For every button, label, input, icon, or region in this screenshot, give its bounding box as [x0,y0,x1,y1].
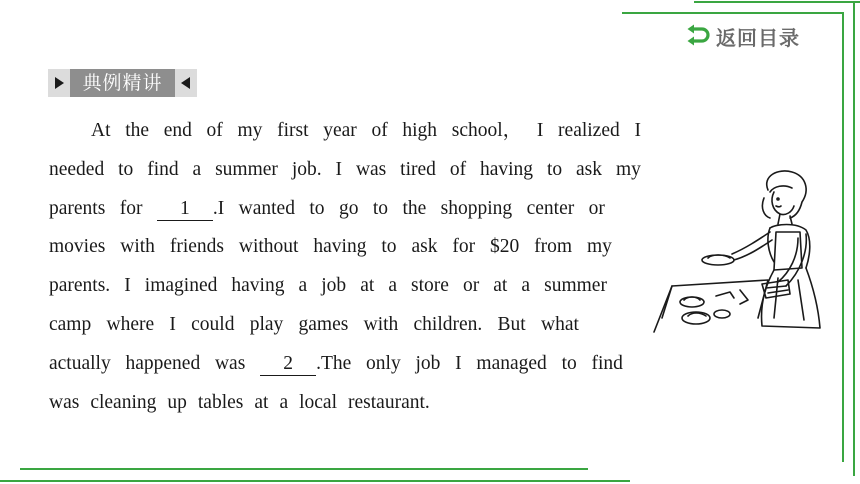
passage-line [49,190,605,229]
passage-word: summer [215,158,278,180]
passage-word: job. [291,158,322,180]
passage-word: of [206,120,223,141]
passage-word: having [313,236,367,258]
passage-word: to [561,352,577,374]
passage-word: go [338,197,359,219]
passage-word: of [371,120,388,141]
passage-word: tables [197,391,244,413]
passage-word: the [402,197,427,219]
passage-word: for [452,236,476,258]
passage-line [49,112,641,151]
passage-word: At [91,120,111,141]
passage-word: happened [125,352,201,374]
passage-word: parents [49,197,106,219]
passage-word: my [586,236,612,258]
passage-word: parents. [49,275,111,297]
passage-word: games [298,313,349,335]
passage-word: up [167,391,187,413]
woman-serving-food-illustration [650,168,825,338]
passage-word: having [479,158,534,180]
passage-word: was [214,352,246,374]
passage-word: local [299,391,338,413]
return-arrow-icon [684,23,710,49]
passage-word: wanted [238,197,295,219]
passage-word: end [163,120,192,141]
passage-word: tired [400,158,436,180]
section-title: 典例精讲 [70,69,175,97]
passage-word: .I [212,197,225,219]
frame-line-bottom [20,468,588,470]
passage-word: at [360,275,375,297]
passage-word: school， [451,120,523,141]
triangle-left-icon [175,69,197,97]
passage-word: But [497,313,526,335]
passage-word: find [147,158,179,180]
passage-line [49,306,579,345]
passage-line [49,345,623,384]
passage-word: only [366,352,401,374]
passage-word: a [192,158,202,180]
passage-word: I [455,352,462,374]
passage-word: what [540,313,579,335]
passage-word: needed [49,158,105,180]
passage-word: year [323,120,357,141]
passage-word: for [119,197,143,219]
passage-word: restaurant. [348,391,430,413]
passage-word: center [526,197,575,219]
passage-word: ask [411,236,438,258]
passage-word: $20 [490,236,520,258]
passage-word: with [120,236,155,258]
passage-word: first [277,120,309,141]
passage-word: to [309,197,325,219]
passage-word: summer [544,275,607,297]
passage-word: I [536,120,544,141]
blank-group [260,345,351,384]
passage-word: or [462,275,480,297]
passage-word: friends [169,236,224,258]
passage-word: realized [558,120,620,141]
passage-word: with [363,313,399,335]
passage-line [49,384,641,423]
passage-word: ask [576,158,603,180]
passage-word: having [231,275,285,297]
passage-word: could [191,313,235,335]
passage-word: of [449,158,467,180]
frame-line-right [842,12,844,462]
passage-word: I [169,313,176,335]
passage-line [49,228,612,267]
passage-word: a [521,275,531,297]
frame-line-top-outer [694,1,860,3]
passage-word: shopping [440,197,513,219]
triangle-right-icon [48,69,70,97]
passage-word: the [125,120,150,141]
passage-word: children. [413,313,483,335]
passage-word: at [493,275,508,297]
passage-word: to [546,158,563,180]
passage-word: actually [49,352,111,374]
passage-word: a [388,275,397,297]
return-to-contents-button[interactable] [684,22,800,50]
passage-word: high [402,120,438,141]
reading-passage [49,112,641,422]
blank-group [157,190,224,229]
passage-word: find [591,352,623,374]
passage-line [49,151,641,190]
passage-word: I [124,275,131,297]
passage-word: at [254,391,269,413]
passage-word: cleaning [90,391,157,413]
passage-word: managed [476,352,547,374]
passage-word: where [106,313,155,335]
section-header [48,69,197,97]
passage-word: I [335,158,343,180]
passage-word: movies [49,236,106,258]
passage-word: was [49,391,80,413]
passage-word: job [415,352,441,374]
passage-word: imagined [144,275,218,297]
frame-line-top [622,12,842,14]
passage-word: without [238,236,299,258]
passage-word: store [411,275,449,297]
passage-word: to [118,158,134,180]
passage-word: camp [49,313,92,335]
passage-word: a [298,275,308,297]
answer-blank: 1 [157,198,213,221]
answer-blank: 2 [260,353,316,376]
frame-line-bottom-outer [0,480,630,482]
passage-word: to [381,236,397,258]
passage-word: job [321,275,347,297]
passage-line [49,267,607,306]
passage-word: .The [316,352,352,374]
return-label[interactable]: 返回目录 [716,25,800,50]
passage-word: from [534,236,573,258]
passage-word: my [615,158,641,180]
frame-line-right-outer [853,1,855,476]
passage-word: my [237,120,263,141]
passage-word: a [279,391,289,413]
passage-word: or [588,197,605,219]
passage-word: was [355,158,387,180]
passage-word: I [634,120,641,141]
passage-word: to [372,197,389,219]
passage-word: play [249,313,284,335]
